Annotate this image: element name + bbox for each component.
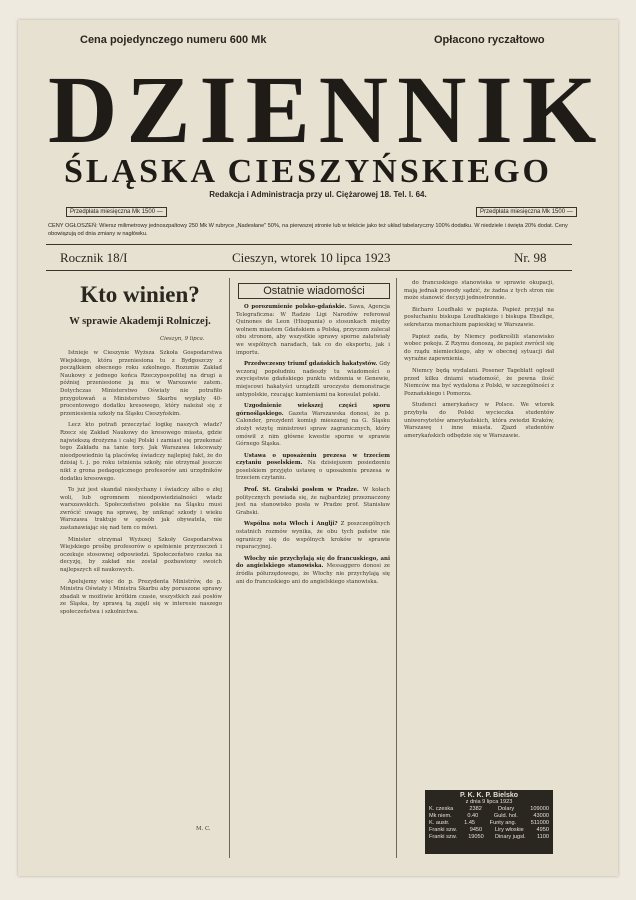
divider xyxy=(46,244,572,245)
masthead-title: DZIENNIK xyxy=(48,56,606,163)
subscription-left: Przedpłata miesięczna Mk 1500 — xyxy=(66,207,167,217)
news-item-text: Na dzisiejszem posiedzeniu poselskiem przyjęto ustawę o uposażeniu prezesa w trzeciem czytaniu. xyxy=(236,460,390,482)
exchange-cell: Dinary jugsl. xyxy=(494,834,526,840)
dateline: Cieszyn, 9 lipca. xyxy=(160,336,205,342)
exchange-cell: 511000 xyxy=(530,820,549,826)
price-notice: Cena pojedynczego numeru 600 Mk xyxy=(80,34,267,46)
paragraph: Papież zada, by Niemcy podkreślili stanowisko wobec pokoju. Z Rzymu donoszą, że papież zwrócił się do rządu niemieckiego, aby w obecnej sytuacji dał wyraźne zapewnienia. xyxy=(404,333,554,363)
paragraph: Minister otrzymał Wyższej Szkoły Gospodarstwa Wiejskiego prośbę profesorów o spełnienie przyrzeczeń i oczekuje stosownej odpowiedzi. Społeczeństwo czeka na decyzję, by zakład nie został pozbawiony swoich najlepszych sił naukowych. xyxy=(60,536,222,574)
news-item-head: Przedwczesny triumf gdańskich hakatystów. xyxy=(244,361,380,368)
news-item-text: Gazeta Warszawska donosi, że p. Calonder, prezydent komisji mieszanej na G. Śląsku złożył wizytę ministrowi spraw zagranicznych, który omówił z nim główne kwestie sporne w sprawie Górnego Śląska. xyxy=(236,410,391,448)
article-left-body xyxy=(60,350,222,621)
column-divider xyxy=(229,278,230,858)
exchange-title: P. K. K. P. Bielsko xyxy=(459,792,519,799)
paragraph: Lecz kto potrafi przeczytać logikę naszych władz? Rzecz się Zakład Naukowy do kresowego miasta, gdzie najwiekszą drożyzna i całej Polski i zamiast się przekonać tego Zakładu na tanie tory. Jak Warszawa lekceważy nieodpowiednio tą placówkę świadczy najlepiej fakt, że do dzisiaj t. j. po roku istnienia szkoły, nie otrzymał jeszcze nikt z grona pedagogicznego profesorów ani urzędników dodatku kresowego. xyxy=(60,422,222,482)
section-title: Ostatnie wiadomości xyxy=(238,283,390,299)
exchange-cell: Liry włoskie xyxy=(494,827,524,833)
subheadline: W sprawie Akademji Rolniczej. xyxy=(69,316,211,327)
exchange-cell: 1100 xyxy=(536,834,549,840)
news-item xyxy=(236,453,390,483)
exchange-cell: 1.45 xyxy=(464,820,476,826)
news-item-text: Messaggero donosi ze źródła półurzędowego, że Włochy nie przychylają się ani do francuskiego ani do angielskiego stanowiska. xyxy=(236,563,390,585)
exchange-cell: Funty ang. xyxy=(489,820,517,826)
news-item-text: Gdy wczoraj popołudniu nadeszły tu wiadomości o zwycięstwie gdańskiego punktu widzenia w Genewie, miejscowi hakatyści urządzili uroczyste demonstracje antypolskie, rzucając kamieniami na konsulat polski. xyxy=(236,361,390,398)
news-item xyxy=(236,361,390,399)
paragraph: Niemcy będą wydalani. Posener Tageblatt ogłosił przed kilku dniami wiadomość, że pewna ilość Niemców ma być wydalona z Polski, w szczególności z Poznańskiego i Pomorza. xyxy=(404,367,554,397)
signature: M. C. xyxy=(196,826,211,832)
news-item-head: Uzgodnienie wiekszej części sporu górnośląskiego. xyxy=(236,403,390,417)
exchange-row xyxy=(429,806,549,813)
issue-number: Nr. 98 xyxy=(514,250,547,265)
news-item-head: Prof. St. Grabski posłem w Pradze. xyxy=(244,487,363,494)
paragraph: To już jest skandal niesłychany i świadczy albo o złej woli, lub ogromnem nieodpowiedzialności władz warszawskich. Społeczeństwo polskie na Śląsku musi zwrócić uwagę na sprawę, by uniknąć szkody i wieku Warszawa traktuje w sposób jak obywatela, nie zastanawiając się nad tem co mówi. xyxy=(60,487,222,532)
paragraph: Istnieje w Cieszynie Wyższa Szkoła Gospodarstwa Wiejskiego, która przeniesiona tu z Bydgoszczy z początkiem obecnego roku szkolnego. Rozumie Zakład Naukowy z jednego końca Rzeczypospolitej na drugi a później przeniesione ją mu w Warszawie zatem. Dotychczas Ministerstwo Oświaty nie potrafiło przygotowań a Ministerstwo Skarbu wypłaty 40-procentowego dodatku kresowego, który należał się z przeniesienia szkoły na Śląsku Cieszyńskim. xyxy=(60,350,222,417)
masthead-subtitle: ŚLĄSKA CIESZYŃSKIEGO xyxy=(64,153,552,190)
news-item-text: W kołach politycznych powiada się, że najbardziej przeznaczony jest na stanowisko posła w Pradze prof. Stanisław Grabski. xyxy=(236,487,391,516)
paragraph: do francuskiego stanowiska w sprawie okupacji, mają jednak powody sądzić, że żadna z tych stron nie może stanowić decyzji jednostronnie. xyxy=(404,280,554,302)
exchange-cell: 4950 xyxy=(536,827,549,833)
exchange-cell: K. austr. xyxy=(429,820,450,826)
news-item-head: O porozumienie polsko-gdańskie. xyxy=(244,304,350,310)
volume: Rocznik 18/I xyxy=(60,250,128,265)
news-item-text: Z poszczególnych ostatnich rozmów wynika, że obu tych państw nie ograniczy się do wspólnych kroków w sprawie reparacyjnej. xyxy=(236,521,390,551)
headline: Kto winien? xyxy=(80,282,200,307)
divider xyxy=(46,270,572,271)
paragraph: Apelujemy więc do p. Prezydenta Ministrów, do p. Ministra Oświaty i Ministra Skarbu aby poruszone sprawy zbadali w możliwie krótkim czasie, wszystkich zaś posłów ze Śląska, by sprawą tą zajęli się w interesie naszego społeczeństwa i szkolnictwa. xyxy=(60,578,222,615)
exchange-row xyxy=(429,813,549,820)
exchange-cell: 2382 xyxy=(469,806,482,812)
column-divider xyxy=(396,278,397,858)
exchange-subtitle: z dnia 9 lipca 1923 xyxy=(465,799,513,805)
exchange-row xyxy=(429,834,549,841)
paragraph: Bicharo Loudhaki w papieża. Papież przyjął na posłuchaniu biskupa Loudhakiego i biskupa Ebszlige, sekretarza monachium papieskiej w Warszawie. xyxy=(404,306,554,328)
ad-prices: CENY OGŁOSZEŃ: Wiersz milimetrowy jednoszpaltowy 250 Mk W rubryce „Nadesłane" 50%, na pierwszej stronie lub w tekście jako też układ tabelaryczny 100% dodatku. W niedziele i święta 20% dodat. Ceny obowiązują od dnia zmiany w nagłówku. xyxy=(48,223,568,237)
exchange-cell: 19050 xyxy=(468,834,484,840)
paid-notice: Opłacono ryczałtowo xyxy=(434,34,545,46)
news-item xyxy=(236,304,390,357)
news-item-head: Ustawa o uposażeniu prezesa w trzeciem czytaniu poselskiem. xyxy=(236,452,390,467)
paragraph: Studenci amerykańscy w Polsce. We wtorek przybyła do Polski wycieczka studentów uniwersytetów amerykańskich, która zwiedzi Kraków, Warszawę i inne miasta. Zjazd studentów amerykańskich odbędzie się w Warszawie. xyxy=(404,402,554,439)
exchange-cell: K. czeska xyxy=(429,806,454,812)
exchange-cell: Franki szw. xyxy=(429,834,457,840)
news-item xyxy=(236,521,390,551)
exchange-cell: Mk niem. xyxy=(429,813,452,819)
news-item xyxy=(236,556,390,586)
exchange-cell: 43000 xyxy=(533,813,549,819)
exchange-cell: Franki szw. xyxy=(429,827,457,833)
exchange-row xyxy=(429,827,549,834)
news-item-text: Sawa, Agencja Telegraficzna: W Radzie Ligi Narodów referował Quinones de Leon (Hiszpania) o stosunkach między wolnem miastem Gdańskiem a Polską, przyczem zalecał obu stronom, aby wszystkie sprawy sporne załatwiały we wspólnych naradach, tak co do eksportu, jak i importu. xyxy=(236,304,390,356)
news-item-head: Wspólna nota Włoch i Anglji? xyxy=(244,521,341,528)
news-body xyxy=(236,304,390,590)
exchange-rows xyxy=(429,806,549,841)
exchange-cell: Dolary xyxy=(497,806,515,812)
exchange-cell: 9450 xyxy=(469,827,483,833)
exchange-rates-box xyxy=(425,790,553,854)
news-item xyxy=(236,403,390,449)
subscription-right: Przedpłata miesięczna Mk 1500 — xyxy=(476,207,577,217)
exchange-row xyxy=(429,820,549,827)
exchange-cell: Guld. hol. xyxy=(493,813,518,819)
news-item-head: Włochy nie przychylają się do francuskiego, ani do angielskiego stanowiska. xyxy=(236,555,390,570)
exchange-cell: 0.40 xyxy=(467,813,479,819)
administration-line: Redakcja i Administracja przy ul. Ciężarowej 18. Tel. l. 64. xyxy=(209,190,427,199)
place-date: Cieszyn, wtorek 10 lipca 1923 xyxy=(232,250,391,265)
article-right-body xyxy=(404,280,554,444)
exchange-cell: 109000 xyxy=(530,806,549,812)
news-item xyxy=(236,487,390,517)
